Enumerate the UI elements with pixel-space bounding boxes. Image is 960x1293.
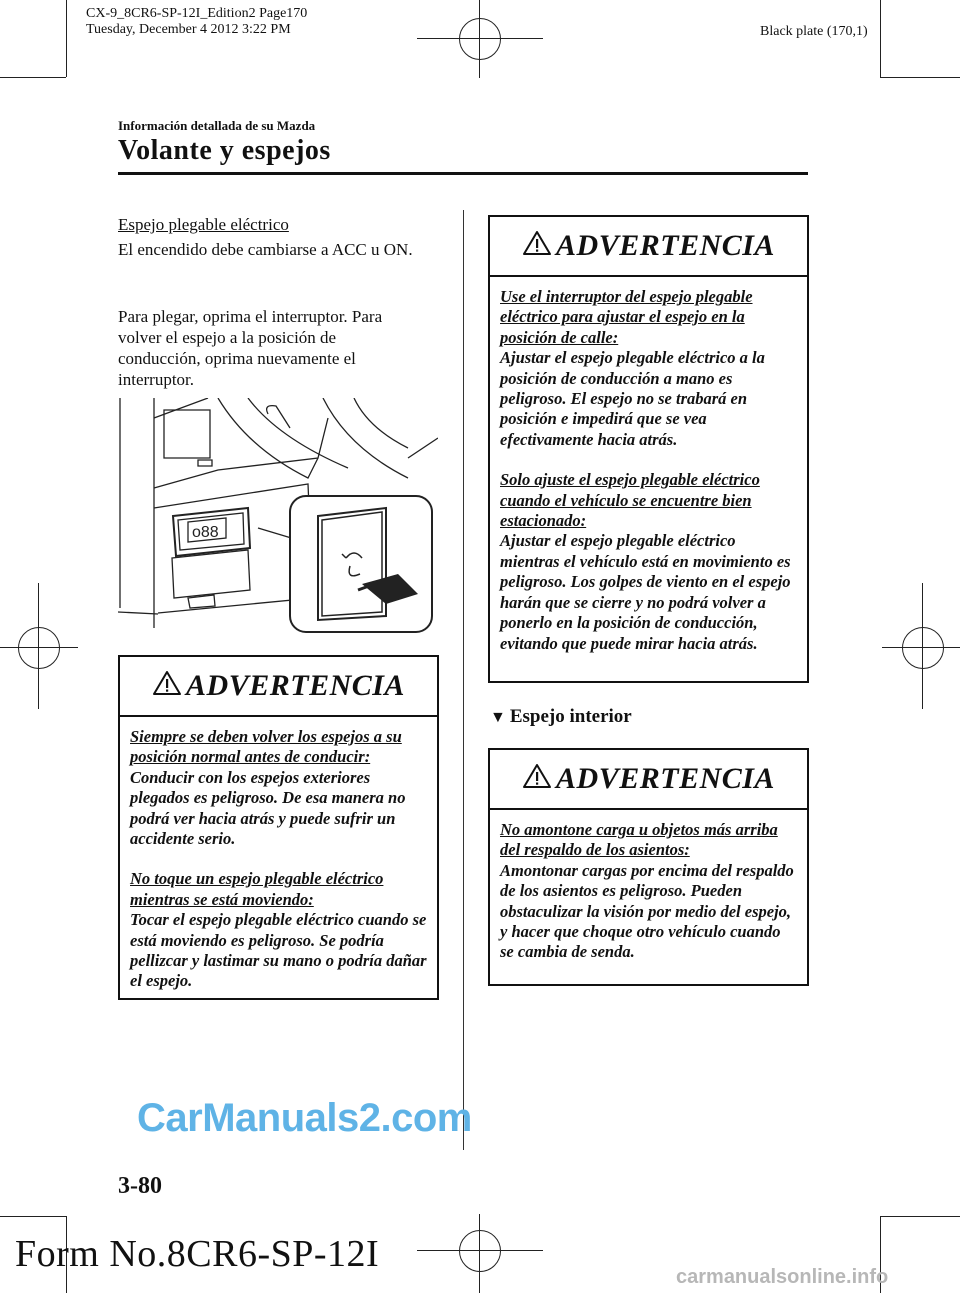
registration-mark	[479, 0, 480, 78]
subsection-heading	[490, 706, 632, 728]
warning-header	[120, 657, 437, 717]
warning-header	[490, 217, 807, 277]
registration-mark	[417, 1250, 543, 1251]
paragraph: Para plegar, oprima el interruptor. Para volver el espejo a la posición de conducción, oprima nuevamente el interruptor.	[118, 307, 383, 389]
registration-mark	[902, 627, 944, 669]
warning-text: Amontonar cargas por encima del respaldo de los asientos es peligroso. Pueden obstaculizar la visión por medio del espejo, y hacer que choque otro vehículo cuando se cambia de senda.	[500, 860, 794, 962]
registration-mark	[882, 647, 960, 648]
warning-subheading: No amontone carga u objetos más arriba del respaldo de los asientos:	[500, 820, 778, 860]
paragraph: El encendido debe cambiarse a ACC u ON.	[118, 240, 413, 259]
registration-mark	[18, 627, 60, 669]
subsection-heading-text: Espejo interior	[509, 706, 632, 727]
page-number: 3-80	[118, 1173, 162, 1199]
warning-subheading: Use el interruptor del espejo plegable eléctrico para ajustar el espejo en la posición de calle:	[500, 287, 753, 347]
warning-box	[118, 655, 439, 1000]
crop-mark	[880, 77, 960, 78]
triangle-down-icon: ▼	[490, 709, 506, 726]
section-label: Información detallada de su Mazda	[118, 118, 316, 133]
form-number: Form No.8CR6-SP-12I	[15, 1233, 380, 1275]
warning-title: ADVERTENCIA	[186, 669, 405, 702]
warning-text: Ajustar el espejo plegable eléctrico a la posición de conducción a mano es peligroso. El espejo no se trabará en posición e impedirá que se vea efectivamente hacia atrás.	[500, 348, 765, 449]
warning-title: ADVERTENCIA	[556, 762, 775, 795]
warning-triangle-icon	[522, 763, 552, 789]
page-title: Volante y espejos	[118, 135, 331, 166]
warning-subheading: No toque un espejo plegable eléctrico mientras se está moviendo:	[130, 869, 384, 909]
warning-box	[488, 748, 809, 986]
mirror-switch-illustration	[118, 398, 438, 636]
svg-text:o88: o88	[192, 524, 219, 541]
registration-mark	[0, 647, 78, 648]
crop-mark	[880, 0, 881, 77]
watermark-site: carmanualsonline.info	[676, 1266, 889, 1288]
column-divider	[463, 210, 464, 1150]
warning-box	[488, 215, 809, 683]
warning-triangle-icon	[152, 670, 182, 696]
warning-triangle-icon	[522, 230, 552, 256]
registration-mark	[479, 1214, 480, 1293]
warning-text: Conducir con los espejos exteriores plegados es peligroso. De esa manera no podrá ver hacia atrás y puede sufrir un accidente serio.	[130, 767, 406, 849]
registration-mark	[38, 583, 39, 709]
warning-text: Tocar el espejo plegable eléctrico cuando se está moviendo es peligroso. Se podría pellizcar y lastimar su mano o podría dañar el espejo.	[130, 910, 427, 991]
warning-subheading: Siempre se deben volver los espejos a su posición normal antes de conducir:	[130, 727, 402, 767]
watermark-logo: CarManuals2.com	[137, 1096, 472, 1140]
plate-label: Black plate (170,1)	[760, 24, 868, 39]
print-meta-line: Tuesday, December 4 2012 3:22 PM	[86, 22, 291, 37]
registration-mark	[459, 18, 501, 60]
registration-mark	[922, 583, 923, 709]
registration-mark	[459, 1230, 501, 1272]
print-meta-line: CX-9_8CR6-SP-12I_Edition2 Page170	[86, 6, 308, 21]
crop-mark	[0, 77, 66, 78]
warning-header	[490, 750, 807, 810]
warning-subheading: Solo ajuste el espejo plegable eléctrico cuando el vehículo se encuentre bien estacionado:	[500, 470, 760, 531]
print-meta	[86, 6, 307, 38]
title-rule	[118, 172, 808, 175]
crop-mark	[880, 1216, 960, 1217]
crop-mark	[66, 0, 67, 77]
crop-mark	[0, 1216, 66, 1217]
warning-text: Ajustar el espejo plegable eléctrico mientras el vehículo está en movimiento es peligroso. Los golpes de viento en el espejo harán que se cierre y no podrá volver a ponerlo en la posición de conducción, evitando que puede mirar hacia atrás.	[500, 531, 791, 653]
warning-title: ADVERTENCIA	[556, 229, 775, 262]
registration-mark	[417, 38, 543, 39]
section-heading: Espejo plegable eléctrico	[118, 215, 289, 234]
